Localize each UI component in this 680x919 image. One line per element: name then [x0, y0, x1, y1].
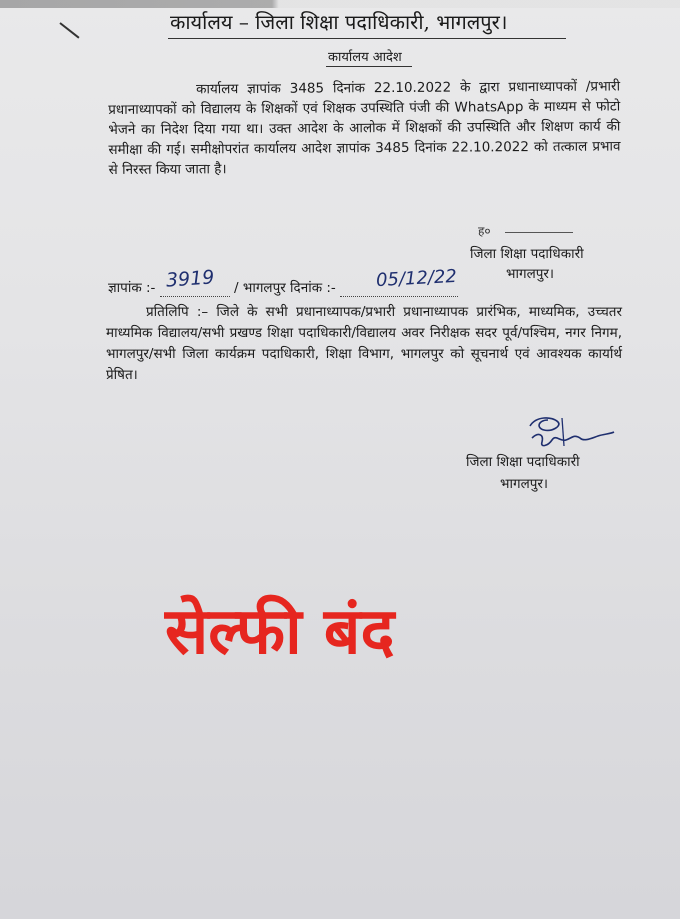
order-heading: कार्यालय आदेश — [328, 50, 402, 65]
order-body: कार्यालय ज्ञापांक 3485 दिनांक 22.10.2022 के द्वारा प्रधानाध्यापकों /प्रभारी प्रधानाध्यापकों को विद्यालय के शिक्षकों एवं शिक्षक उपस्थिति पंजी की WhatsApp के माध्यम से फोटो भेजने का निदेश दिया गया था। उक्त आदेश के आलोक में शिक्षकों की उपस्थिति और शिक्षण कार्य की समीक्षा की गई। समीक्षोपरांत कार्यालय आदेश ज्ञापांक 3485 दिनांक 22.10.2022 को तत्काल प्रभाव से निरस्त किया जाता है। — [108, 78, 621, 178]
pen-mark — [59, 22, 79, 38]
signed-mark: ह० — [478, 224, 491, 238]
memo-number-label: ज्ञापांक :- — [108, 280, 156, 296]
order-heading-underline — [326, 66, 412, 67]
signatory-2-title: जिला शिक्षा पदाधिकारी — [466, 454, 580, 470]
photo-edge-strip — [0, 0, 680, 8]
memo-place-date-label: / भागलपुर दिनांक :- — [234, 280, 336, 296]
office-title: कार्यालय – जिला शिक्षा पदाधिकारी, भागलपुर। — [170, 10, 508, 34]
signature-line — [505, 232, 573, 233]
signatory-1-place: भागलपुर। — [506, 266, 555, 282]
handwritten-memo-number: 3919 — [165, 266, 216, 292]
selfie-band-overlay: सेल्फी बंद — [165, 595, 395, 669]
office-title-underline — [168, 38, 566, 39]
copy-distribution: प्रतिलिपि :– जिले के सभी प्रधानाध्यापक/प्रभारी प्रधानाध्यापक प्रारंभिक, माध्यमिक, उच्चतर माध्यमिक विद्यालय/सभी प्रखण्ड शिक्षा पदाधिकारी/विद्यालय अवर निरीक्षक सदर पूर्व/पश्चिम, नगर निगम, भागलपुर/सभी जिला कार्यक्रम पदाधिकारी, शिक्षा विभाग, भागलपुर को सूचनार्थ एवं आवश्यक कार्यार्थ प्रेषित। — [106, 304, 622, 383]
handwritten-memo-date: 05/12/22 — [375, 265, 458, 292]
signatory-1-title: जिला शिक्षा पदाधिकारी — [470, 246, 584, 262]
handwritten-signature — [522, 412, 616, 454]
signatory-2-place: भागलपुर। — [500, 476, 549, 492]
